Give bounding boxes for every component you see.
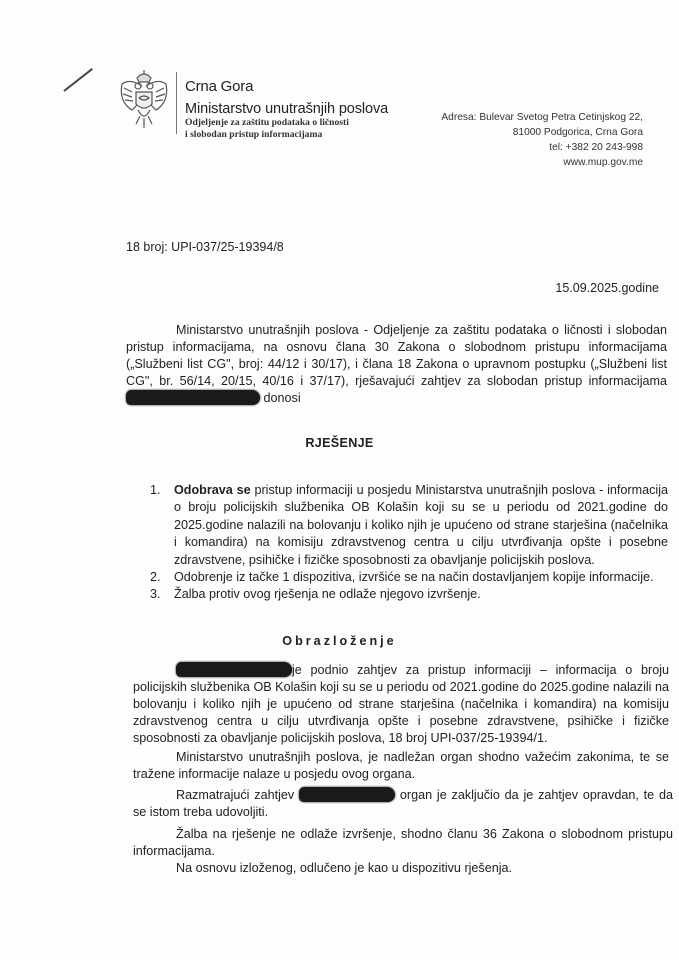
decision-list: [150, 482, 668, 604]
address-website: www.mup.gov.me: [563, 157, 643, 168]
reasoning-paragraph-4: Žalba na rješenje ne odlaže izvršenje, shodno članu 36 Zakona o slobodnom pristupu informacijama.: [133, 827, 673, 858]
reasoning-paragraph-1: [133, 662, 669, 747]
decision-item-number: 2.: [150, 570, 161, 585]
reasoning-p3-before: Razmatrajući zahtjev: [176, 788, 295, 802]
reference-number: 18 broj: UPI-037/25-19394/8: [126, 240, 284, 254]
montenegro-coat-of-arms-icon: [118, 68, 170, 134]
header-department: [185, 117, 349, 141]
decision-item: [150, 569, 668, 586]
reasoning-p3-after: organ je zaključio da je zahtjev opravdan, te da se istom treba udovoljiti.: [133, 788, 674, 819]
header-country: Crna Gora: [185, 78, 254, 95]
redacted-name: [176, 662, 292, 677]
decision-item-bold-lead: Odobrava se: [174, 483, 251, 497]
decision-item: [150, 586, 668, 603]
address-phone: tel: +382 20 243-998: [549, 142, 643, 153]
decision-item-number: 3.: [150, 587, 161, 602]
document-date: 15.09.2025.godine: [555, 281, 659, 295]
reasoning-paragraph-2: Ministarstvo unutrašnjih poslova, je nadležan organ shodno važećim zakonima, te se tražene informacije nalaze u posjedu ovog organa.: [133, 750, 669, 781]
decision-item-text: pristup informaciji u posjedu Ministarstva unutrašnjih poslova - informacija o broju policijskih službenika OB Kolašin koji su se u periodu od 2021.godine do 2025.godine nalazili na bolovanju i koliko njih je upućeno od strane starješina (načelnika i komandira) na komisiju zdravstvenog centra u cilju utvrđivanja opšte i posebne zdravstvene, psihičke i fizičke sposobnosti za obavljanje policijskih poslova.: [174, 483, 668, 567]
redacted-name: [126, 390, 260, 405]
header-ministry: Ministarstvo unutrašnjih poslova: [185, 101, 389, 117]
department-line-2: i slobodan pristup informacijama: [185, 129, 323, 140]
reasoning-paragraph-5: Na osnovu izloženog, odlučeno je kao u dispozitivu rješenja.: [176, 861, 513, 875]
decision-item-text: Žalba protiv ovog rješenja ne odlaže njegovo izvršenje.: [174, 587, 481, 602]
intro-tail: donosi: [263, 391, 301, 405]
address-block: [441, 110, 643, 170]
redacted-name: [299, 787, 395, 802]
decision-item-number: 1.: [150, 483, 161, 497]
decision-item: [150, 482, 668, 569]
department-line-1: Odjeljenje za zaštitu podataka o ličnosti: [185, 117, 349, 128]
decision-item-text: Odobrenje iz tačke 1 dispozitiva, izvršiće se na način dostavljanjem kopije informacije.: [174, 570, 654, 585]
address-street: Adresa: Bulevar Svetog Petra Cetinjskog 22,: [441, 112, 643, 123]
pen-stroke-mark: [63, 68, 93, 92]
header-divider: [176, 72, 177, 134]
address-city: 81000 Podgorica, Crna Gora: [512, 127, 643, 138]
decision-title: RJEŠENJE: [305, 436, 374, 450]
reasoning-p1-text: je podnio zahtjev za pristup informaciji – informacija o broju policijskih službenika OB Kolašin koji su se u periodu od 2021.godine do 2025.godine nalazili na bolovanju i koliko njih je upućeno od strane starješina (načelnika i komandira) na komisiju zdravstvenog centra u cilju utvrđivanja opšte i posebne zdravstvene, psihičke i fizičke sposobnosti za obavljanje policijskih poslova, 18 broj UPI-037/25-19394/1.: [133, 663, 669, 745]
reasoning-title: Obrazloženje: [282, 634, 397, 648]
intro-paragraph: [126, 322, 667, 407]
reasoning-paragraph-3: [133, 787, 673, 821]
intro-text: Ministarstvo unutrašnjih poslova - Odjeljenje za zaštitu podataka o ličnosti i slobodan pristup informacijama, na osnovu člana 30 Zakona o slobodnom pristupu informacijama („Službeni list CG", broj: 44/12 i 30/17), i člana 18 Zakona o upravnom postupku („Službeni list CG", br. 56/14, 20/15, 40/16 i 37/17), rješavajući zahtjev za slobodan pristup informacijama: [126, 323, 667, 388]
